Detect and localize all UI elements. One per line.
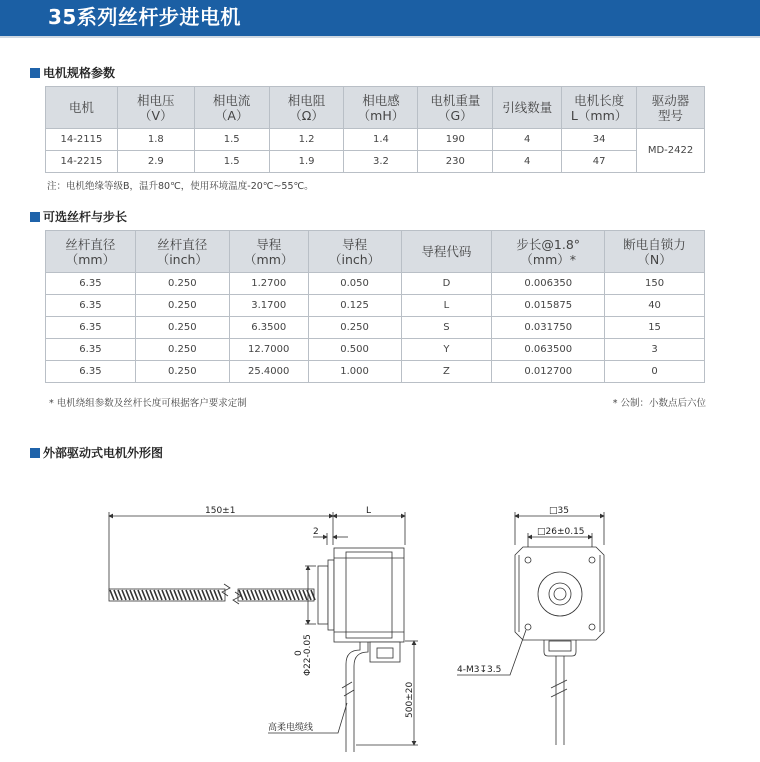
section-motor-spec-title: 电机规格参数 (30, 66, 115, 80)
table-cell: 1.000 (308, 361, 401, 383)
table-cell: 1.5 (194, 151, 269, 173)
table-cell: 0.250 (135, 339, 229, 361)
table-cell: D (401, 273, 492, 295)
table-header-cell: 相电感 （mH） (344, 87, 418, 129)
front-view (457, 512, 604, 745)
table-cell: 4 (493, 129, 562, 151)
table-header-cell: 相电阻 （Ω） (269, 87, 344, 129)
table-cell: 6.35 (46, 295, 136, 317)
table-cell: 6.35 (46, 273, 136, 295)
table-cell: 0.050 (308, 273, 401, 295)
label-frame: □35 (549, 506, 569, 516)
table-cell: 150 (605, 273, 705, 295)
table-cell: Z (401, 361, 492, 383)
table-cell: 0.250 (135, 295, 229, 317)
table-header-cell: 相电流 （A） (194, 87, 269, 129)
side-view (109, 512, 418, 752)
label-mount-holes: 4-M3↧3.5 (457, 665, 502, 675)
section-screw-title: 可选丝杆与步长 (30, 210, 127, 224)
table-cell: 47 (562, 151, 637, 173)
table-cell: 6.35 (46, 339, 136, 361)
table-cell: 3.1700 (229, 295, 308, 317)
table-header-cell: 驱动器 型号 (637, 87, 705, 129)
table-cell: 0.250 (308, 317, 401, 339)
metric-note: * 公制：小数点后六位 (612, 398, 706, 409)
table-cell: 1.2 (269, 129, 344, 151)
custom-note: * 电机绕组参数及丝杆长度可根据客户要求定制 (49, 398, 247, 409)
table-header-cell: 断电自锁力 （N） (605, 231, 705, 273)
table-cell: 0.031750 (492, 317, 605, 339)
label-screw-length: 150±1 (205, 506, 236, 516)
table-cell: 6.35 (46, 317, 136, 339)
table-cell: 25.4000 (229, 361, 308, 383)
table-cell: 3.2 (344, 151, 418, 173)
table-cell: 6.35 (46, 361, 136, 383)
table-header-cell: 导程 （mm） (229, 231, 308, 273)
table-header-cell: 引线数量 (493, 87, 562, 129)
table-cell: 0.006350 (492, 273, 605, 295)
table-header-cell: 步长@1.8° （mm）* (492, 231, 605, 273)
table-cell: 3 (605, 339, 705, 361)
table-cell: 1.8 (117, 129, 194, 151)
label-cable: 高柔电缆线 (268, 723, 314, 733)
table-header-cell: 丝杆直径 （mm） (46, 231, 136, 273)
table-cell: 190 (418, 129, 493, 151)
table-cell: 14-2215 (46, 151, 118, 173)
label-cable-length: 500±20 (405, 681, 415, 718)
label-flange: 2 (313, 527, 319, 537)
table-header-cell: 电机长度 L（mm） (562, 87, 637, 129)
table-cell: L (401, 295, 492, 317)
label-hole-spacing: □26±0.15 (537, 527, 585, 537)
table-cell: Y (401, 339, 492, 361)
label-boss-dia: Φ22-0.05 (303, 634, 313, 676)
section-outline-title: 外部驱动式电机外形图 (30, 446, 163, 460)
table-header-cell: 电机重量 （G） (418, 87, 493, 129)
label-motor-length: L (366, 506, 372, 516)
table-cell: 0.012700 (492, 361, 605, 383)
table-cell: 0.250 (135, 273, 229, 295)
table-cell: 34 (562, 129, 637, 151)
table-cell: 12.7000 (229, 339, 308, 361)
page-title: 35系列丝杆步进电机 (48, 5, 241, 29)
table-cell: 4 (493, 151, 562, 173)
table-cell: 1.9 (269, 151, 344, 173)
table-cell: 1.5 (194, 129, 269, 151)
table-cell: 14-2115 (46, 129, 118, 151)
table-cell: 0 (605, 361, 705, 383)
table-header-cell: 导程代码 (401, 231, 492, 273)
table-cell: 230 (418, 151, 493, 173)
driver-cell: MD-2422 (637, 129, 705, 173)
table-header-cell: 丝杆直径 （inch） (135, 231, 229, 273)
table-cell: 0.250 (135, 317, 229, 339)
table-cell: S (401, 317, 492, 339)
table-cell: 0.250 (135, 361, 229, 383)
table-cell: 0.500 (308, 339, 401, 361)
table-cell: 2.9 (117, 151, 194, 173)
table-cell: 15 (605, 317, 705, 339)
table-cell: 6.3500 (229, 317, 308, 339)
table-header-cell: 相电压 （V） (117, 87, 194, 129)
table-header-cell: 导程 （inch） (308, 231, 401, 273)
table-cell: 0.063500 (492, 339, 605, 361)
table-cell: 1.2700 (229, 273, 308, 295)
table-cell: 0.125 (308, 295, 401, 317)
table-cell: 0.015875 (492, 295, 605, 317)
table-cell: 1.4 (344, 129, 418, 151)
table-header-cell: 电机 (46, 87, 118, 129)
label-boss-top: 0 (294, 650, 304, 656)
lead-screw (109, 584, 315, 604)
motor-spec-note: 注：电机绝缘等级B，温升80℃，使用环境温度-20℃~55℃。 (47, 181, 314, 192)
table-cell: 40 (605, 295, 705, 317)
